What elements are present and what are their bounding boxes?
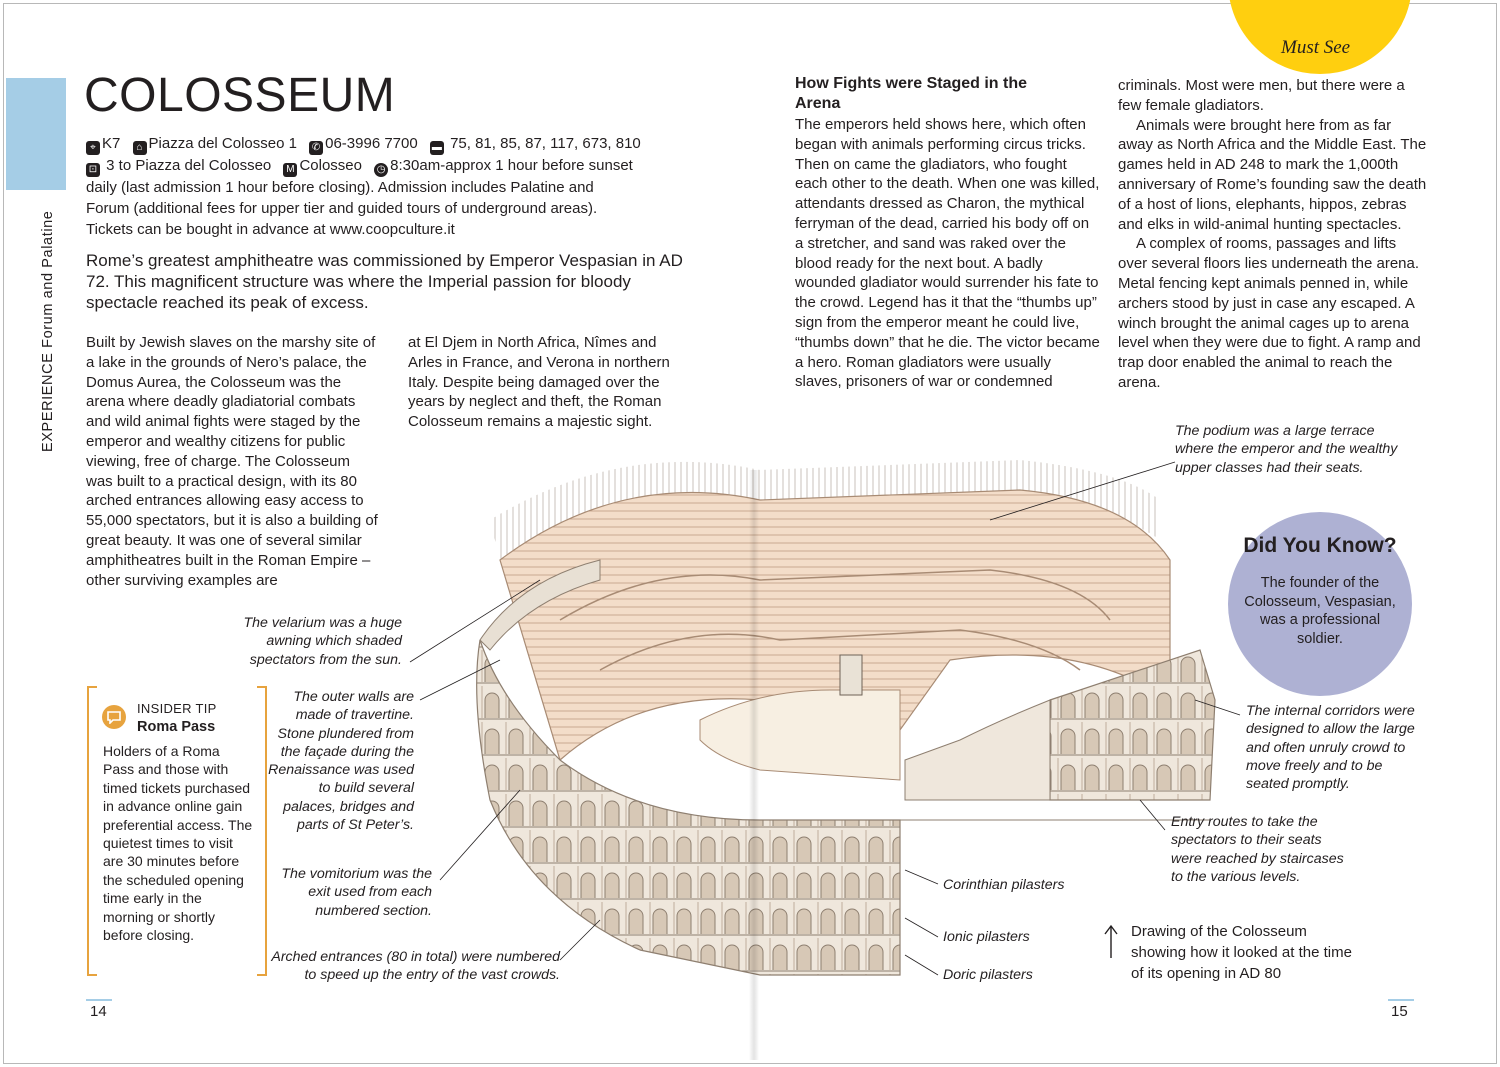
- page-gutter: [749, 470, 759, 1060]
- tram-icon: ⊡: [86, 163, 100, 177]
- fights-cont-1: criminals. Most were men, but there were a few female gladiators.: [1118, 77, 1405, 114]
- info-line-5: Tickets can be bought in advance at www.coopculture.it: [86, 221, 455, 239]
- phone-icon: ✆: [309, 141, 323, 155]
- bus-icon: ▬: [431, 142, 442, 153]
- did-you-know-title: Did You Know?: [1243, 534, 1397, 557]
- caption-entry-routes: Entry routes to take the spectators to their seats were reached by staircases to the various levels.: [1171, 814, 1344, 885]
- info-line-3: daily (last admission 1 hour before closing). Admission includes Palatine and: [86, 179, 594, 196]
- caption-vomitorium: The vomitorium was the exit used from each numbered section.: [281, 866, 432, 919]
- caption-internal-corridors: The internal corridors were designed to allow the large and often unruly crowd to move freely and to be seated promptly.: [1246, 703, 1415, 793]
- page-number-bar-right: [1388, 999, 1414, 1001]
- tip-kicker: INSIDER TIP: [137, 701, 217, 716]
- section-kicker: EXPERIENCE: [40, 352, 56, 452]
- fights-cont-3: A complex of rooms, passages and lifts over several floors lies underneath the arena. Metal fencing kept animals penned in, while archers stood by just in case any escaped. A winch brought the animal cages up to arena level when they were due to fight. A ramp and trap door enabled the animal to reach the arena.: [1118, 235, 1421, 391]
- caption-arched-entrances: Arched entrances (80 in total) were numbered to speed up the entry of the vast crowds.: [271, 949, 560, 984]
- map-pin-icon: ⌖: [86, 141, 100, 155]
- caption-corinthian: Corinthian pilasters: [943, 877, 1065, 893]
- arrow-up-icon: [1103, 924, 1119, 960]
- did-you-know-text: The founder of the Colosseum, Vespasian, was a professional soldier.: [1244, 575, 1396, 647]
- metro-info: Colosseo: [299, 157, 362, 174]
- bus-lines: 75, 81, 85, 87, 117, 673, 810: [450, 135, 641, 152]
- map-ref: K7: [102, 135, 121, 152]
- fights-cont-2: Animals were brought here from as far away as North Africa and the Middle East. The games held in AD 248 to mark the 1,000th anniversary of Rome’s founding saw the death of a host of lions, elephants, hippos, zebras and elks in wild-animal hunting spectacles.: [1118, 116, 1427, 233]
- page-number-right: 15: [1391, 1003, 1408, 1020]
- page-number-bar-left: [86, 999, 112, 1001]
- tip-body: Holders of a Roma Pass and those with timed tickets purchased in advance online gain preferential access. The quietest times to visit are 30 minutes before the scheduled opening time early in the morning or shortly before closing.: [103, 743, 253, 944]
- info-line-4: Forum (additional fees for upper tier and guided tours of underground areas).: [86, 200, 598, 218]
- section-name: Forum and Palatine: [40, 210, 56, 348]
- house-icon: ⌂: [133, 141, 147, 155]
- caption-outer-walls: The outer walls are made of travertine. Stone plundered from the façade during the Renaissance was used to build several palaces, bridges and parts of St Peter’s.: [268, 689, 414, 834]
- fights-text: The emperors held shows here, which often began with animals performing circus tricks. Then on came the gladiators, who fought each other to the death. When one was killed, attendants dressed as Charon, the mythical ferryman of the dead, carried his body off on a stretcher, and sand was raked over the blood ready for the next bout. A badly wounded gladiator would surrender his fate to the crowd. Legend has it that the “thumbs up” sign from the emperor meant he could live, “thumbs down” that he die. The victor became a hero. Roman gladiators were usually slaves, prisoners of war or condemned: [795, 116, 1100, 391]
- page-title: COLOSSEUM: [84, 69, 396, 122]
- opening-hours: 8:30am-approx 1 hour before sunset: [390, 157, 633, 174]
- clock-icon: ◷: [374, 163, 388, 177]
- drawing-caption: Drawing of the Colosseum showing how it looked at the time of its opening in AD 80: [1131, 923, 1352, 982]
- tip-title: Roma Pass: [137, 719, 216, 735]
- phone: 06-3996 7700: [325, 135, 418, 152]
- address: Piazza del Colosseo 1: [148, 135, 297, 152]
- caption-doric: Doric pilasters: [943, 967, 1033, 983]
- metro-icon: M: [283, 163, 297, 177]
- body-text-1: Built by Jewish slaves on the marshy site of a lake in the grounds of Nero’s palace, the Domus Aurea, the Colosseum was the arena where deadly gladiatorial combats and wild animal fights were staged by the emperor and wealthy citizens for public viewing, free of charge. The Colosseum was built to a practical design, with its 80 arched entrances allowing easy access to 55,000 spectators, but it is also a building of great beauty. It was one of several similar amphitheatres built in the Roman Empire – other surviving examples are: [86, 334, 378, 589]
- body-text-2: at El Djem in North Africa, Nîmes and Arles in France, and Verona in northern Italy. Despite being damaged over the years by neglect and theft, the Roman Colosseum remains a majestic sight.: [408, 334, 670, 431]
- fights-heading: How Fights were Staged in the Arena: [795, 75, 1028, 112]
- must-see-label: Must See: [1281, 37, 1351, 58]
- intro-paragraph: Rome’s greatest amphitheatre was commissioned by Emperor Vespasian in AD 72. This magnificent structure was where the Imperial passion for bloody spectacle reached its peak of excess.: [86, 251, 683, 312]
- page-number-left: 14: [90, 1003, 107, 1020]
- tram-info: 3 to Piazza del Colosseo: [106, 157, 272, 174]
- caption-podium: The podium was a large terrace where the emperor and the wealthy upper classes had their seats.: [1175, 423, 1398, 476]
- caption-velarium: The velarium was a huge awning which shaded spectators from the sun.: [243, 615, 402, 668]
- caption-ionic: Ionic pilasters: [943, 929, 1030, 945]
- colosseum-drawing: [477, 460, 1215, 975]
